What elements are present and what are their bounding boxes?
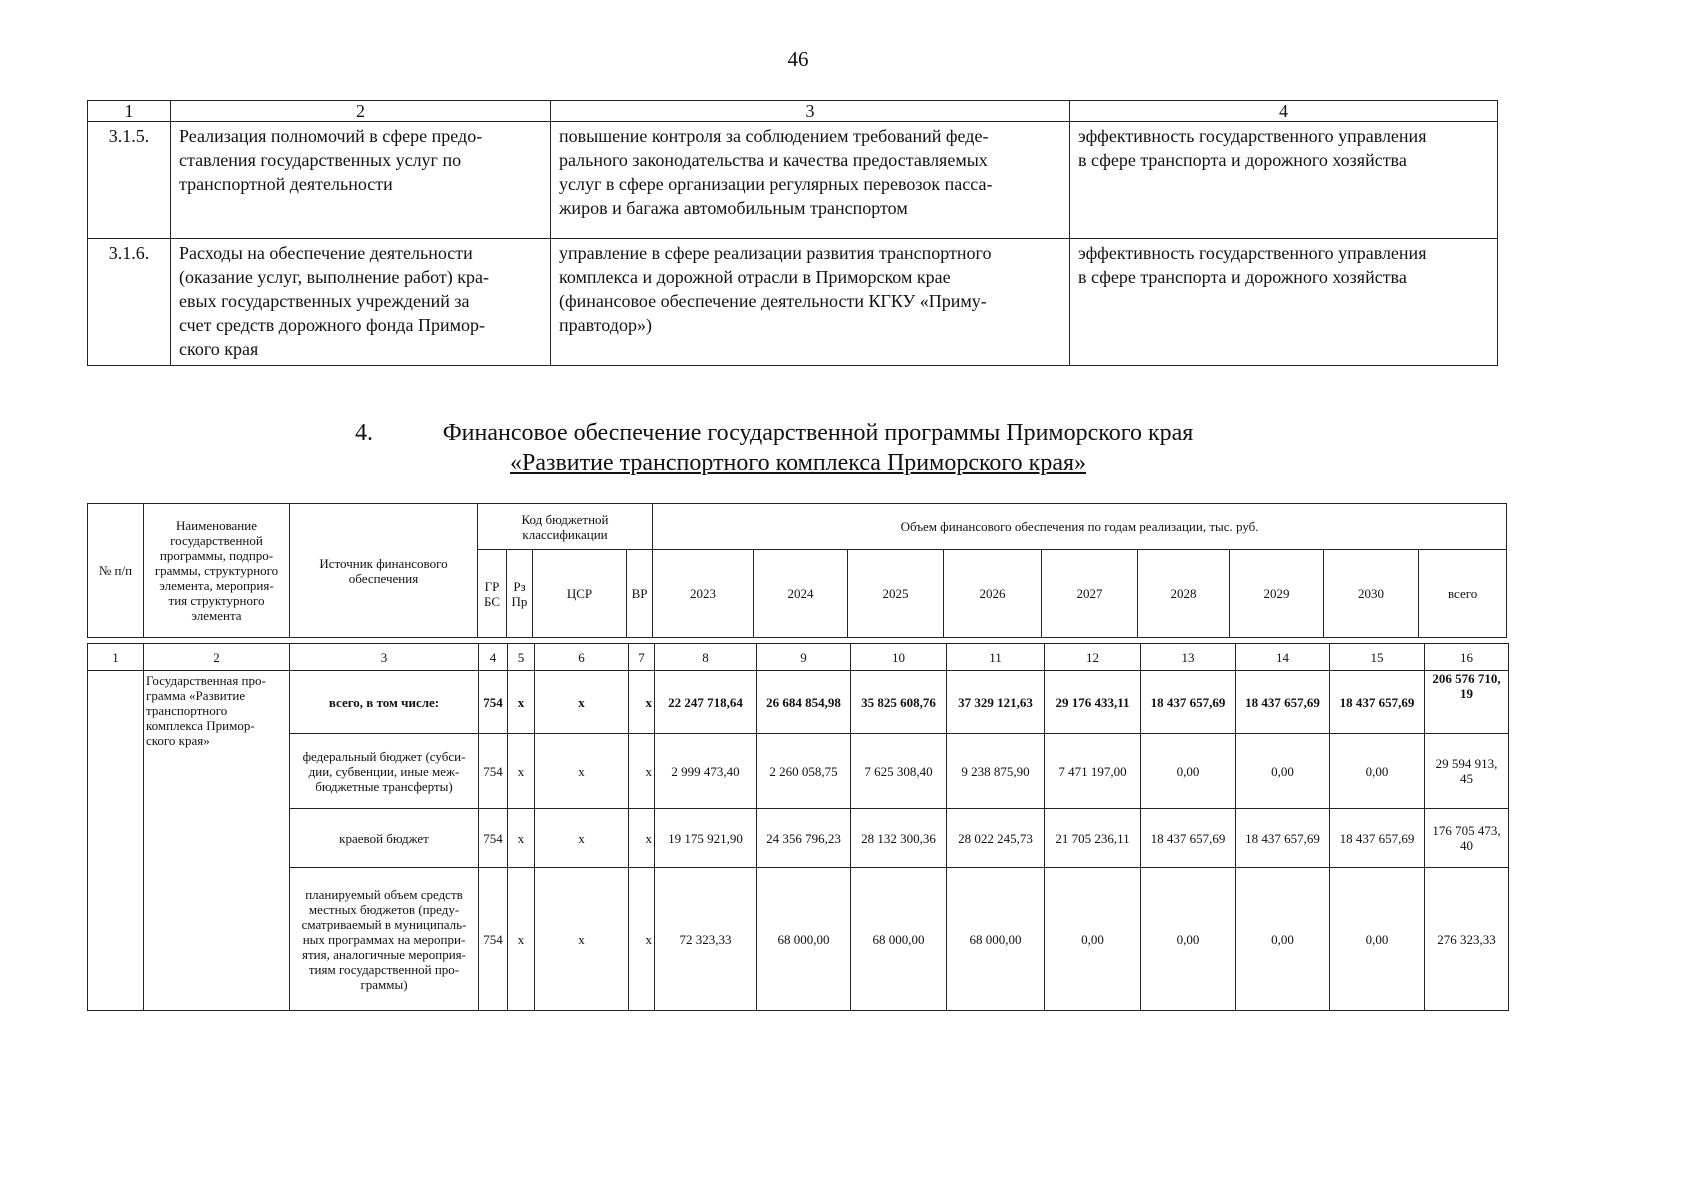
column-number: 12	[1045, 644, 1141, 671]
column-number: 7	[629, 644, 655, 671]
table-row	[88, 868, 1509, 1011]
table-row	[88, 809, 1509, 868]
header-year: 2028	[1138, 550, 1230, 638]
value-cell: 37 329 121,63	[947, 671, 1045, 734]
value-cell: 24 356 796,23	[757, 809, 851, 868]
header-volume: Объем финансового обеспечения по годам реализации, тыс. руб.	[653, 504, 1507, 550]
column-number: 8	[655, 644, 757, 671]
total-cell: 176 705 473, 40	[1425, 809, 1509, 868]
header-year: 2023	[653, 550, 754, 638]
value-cell: 19 175 921,90	[655, 809, 757, 868]
header-name: Наименование государственной программы, подпро- граммы, структурного элемента, мероприя- тия структурного элемента	[144, 504, 290, 638]
measure-result: повышение контроля за соблюдением требований феде- рального законодательства и качества предоставляемых услуг в сфере организации регулярных перевозок пасса- жиров и багажа автомобильным транспортом	[551, 122, 1070, 239]
value-cell: 21 705 236,11	[1045, 809, 1141, 868]
header-csr: ЦСР	[533, 550, 627, 638]
value-cell: 68 000,00	[947, 868, 1045, 1011]
vr-cell: x	[629, 868, 655, 1011]
header-source: Источник финансового обеспечения	[290, 504, 478, 638]
column-number: 6	[535, 644, 629, 671]
grbs-cell: 754	[479, 671, 508, 734]
source-cell: краевой бюджет	[290, 809, 479, 868]
rzpr-cell: x	[508, 868, 535, 1011]
measure-link: эффективность государственного управления в сфере транспорта и дорожного хозяйства	[1070, 122, 1498, 239]
csr-cell: x	[535, 868, 629, 1011]
value-cell: 18 437 657,69	[1236, 809, 1330, 868]
rzpr-cell: x	[508, 671, 535, 734]
column-number: 9	[757, 644, 851, 671]
measure-name: Расходы на обеспечение деятельности (оказание услуг, выполнение работ) кра- евых государственных учреждений за счет средств дорожного фонда Примор- ского края	[171, 239, 551, 366]
source-cell: федеральный бюджет (субси- дии, субвенции, иные меж- бюджетные трансферты)	[290, 734, 479, 809]
header-year: 2024	[754, 550, 848, 638]
header-cell: 3	[551, 101, 1070, 122]
grbs-cell: 754	[479, 809, 508, 868]
column-number: 13	[1141, 644, 1236, 671]
column-number: 10	[851, 644, 947, 671]
column-number: 1	[88, 644, 144, 671]
value-cell: 26 684 854,98	[757, 671, 851, 734]
value-cell: 2 260 058,75	[757, 734, 851, 809]
value-cell: 2 999 473,40	[655, 734, 757, 809]
header-year: 2029	[1230, 550, 1324, 638]
source-cell: всего, в том числе:	[290, 671, 479, 734]
table-row	[88, 239, 1498, 366]
measure-link: эффективность государственного управления в сфере транспорта и дорожного хозяйства	[1070, 239, 1498, 366]
column-number: 2	[144, 644, 290, 671]
header-vr: ВР	[627, 550, 653, 638]
header-year: 2025	[848, 550, 944, 638]
rzpr-cell: x	[508, 809, 535, 868]
section-title-line1: Финансовое обеспечение государственной программы Приморского края	[442, 420, 1194, 446]
csr-cell: x	[535, 809, 629, 868]
column-numbers-row	[88, 644, 1509, 671]
financing-table	[87, 643, 1509, 1011]
rzpr-cell: x	[508, 734, 535, 809]
value-cell: 0,00	[1236, 734, 1330, 809]
section-title	[0, 418, 1596, 478]
column-number: 5	[508, 644, 535, 671]
value-cell: 18 437 657,69	[1141, 671, 1236, 734]
value-cell: 0,00	[1330, 734, 1425, 809]
header-total: всего	[1419, 550, 1507, 638]
value-cell: 68 000,00	[757, 868, 851, 1011]
column-number: 3	[290, 644, 479, 671]
measure-result: управление в сфере реализации развития транспортного комплекса и дорожной отрасли в Приморском крае (финансовое обеспечение деятельности КГКУ «Приму- правтодор»)	[551, 239, 1070, 366]
value-cell: 18 437 657,69	[1330, 809, 1425, 868]
value-cell: 29 176 433,11	[1045, 671, 1141, 734]
total-cell: 29 594 913, 45	[1425, 734, 1509, 809]
value-cell: 22 247 718,64	[655, 671, 757, 734]
financing-table-header	[87, 503, 1507, 638]
source-cell: планируемый объем средств местных бюджетов (преду- сматриваемый в муниципаль- ных программах на меропри- ятия, аналогичные мероприя- тиям государственной про- граммы)	[290, 868, 479, 1011]
column-number: 14	[1236, 644, 1330, 671]
value-cell: 9 238 875,90	[947, 734, 1045, 809]
header-year: 2026	[944, 550, 1042, 638]
vr-cell: x	[629, 734, 655, 809]
measure-name: Реализация полномочий в сфере предо- ставления государственных услуг по транспортной деятельности	[171, 122, 551, 239]
value-cell: 72 323,33	[655, 868, 757, 1011]
header-cell: 4	[1070, 101, 1498, 122]
total-cell: 206 576 710, 19	[1425, 671, 1509, 734]
value-cell: 7 625 308,40	[851, 734, 947, 809]
value-cell: 7 471 197,00	[1045, 734, 1141, 809]
section-number: 4.	[355, 420, 373, 446]
header-budget-code: Код бюджетной классификации	[478, 504, 653, 550]
value-cell: 0,00	[1045, 868, 1141, 1011]
value-cell: 28 132 300,36	[851, 809, 947, 868]
total-cell: 276 323,33	[1425, 868, 1509, 1011]
column-number: 16	[1425, 644, 1509, 671]
row-number: 3.1.6.	[88, 239, 171, 366]
column-number: 15	[1330, 644, 1425, 671]
table-row	[88, 734, 1509, 809]
column-number: 4	[479, 644, 508, 671]
grbs-cell: 754	[479, 868, 508, 1011]
vr-cell: x	[629, 671, 655, 734]
table-row	[88, 122, 1498, 239]
measures-table-header-row	[88, 101, 1498, 122]
measures-table	[87, 100, 1498, 366]
value-cell: 68 000,00	[851, 868, 947, 1011]
page-number: 46	[787, 47, 809, 71]
column-number: 11	[947, 644, 1045, 671]
value-cell: 0,00	[1141, 734, 1236, 809]
row-number	[88, 671, 144, 1011]
section-title-line2: «Развитие транспортного комплекса Приморского края»	[509, 450, 1087, 476]
value-cell: 18 437 657,69	[1330, 671, 1425, 734]
value-cell: 0,00	[1330, 868, 1425, 1011]
value-cell: 28 022 245,73	[947, 809, 1045, 868]
value-cell: 0,00	[1236, 868, 1330, 1011]
header-num: № п/п	[88, 504, 144, 638]
header-year: 2027	[1042, 550, 1138, 638]
header-cell: 1	[88, 101, 171, 122]
csr-cell: x	[535, 734, 629, 809]
value-cell: 18 437 657,69	[1141, 809, 1236, 868]
row-number: 3.1.5.	[88, 122, 171, 239]
header-year: 2030	[1324, 550, 1419, 638]
header-rzpr: Рз Пр	[507, 550, 533, 638]
value-cell: 0,00	[1141, 868, 1236, 1011]
grbs-cell: 754	[479, 734, 508, 809]
header-cell: 2	[171, 101, 551, 122]
program-name: Государственная про- грамма «Развитие транспортного комплекса Примор- ского края»	[144, 671, 290, 1011]
value-cell: 35 825 608,76	[851, 671, 947, 734]
csr-cell: x	[535, 671, 629, 734]
header-grbs: ГР БС	[478, 550, 507, 638]
table-row	[88, 671, 1509, 734]
vr-cell: x	[629, 809, 655, 868]
value-cell: 18 437 657,69	[1236, 671, 1330, 734]
